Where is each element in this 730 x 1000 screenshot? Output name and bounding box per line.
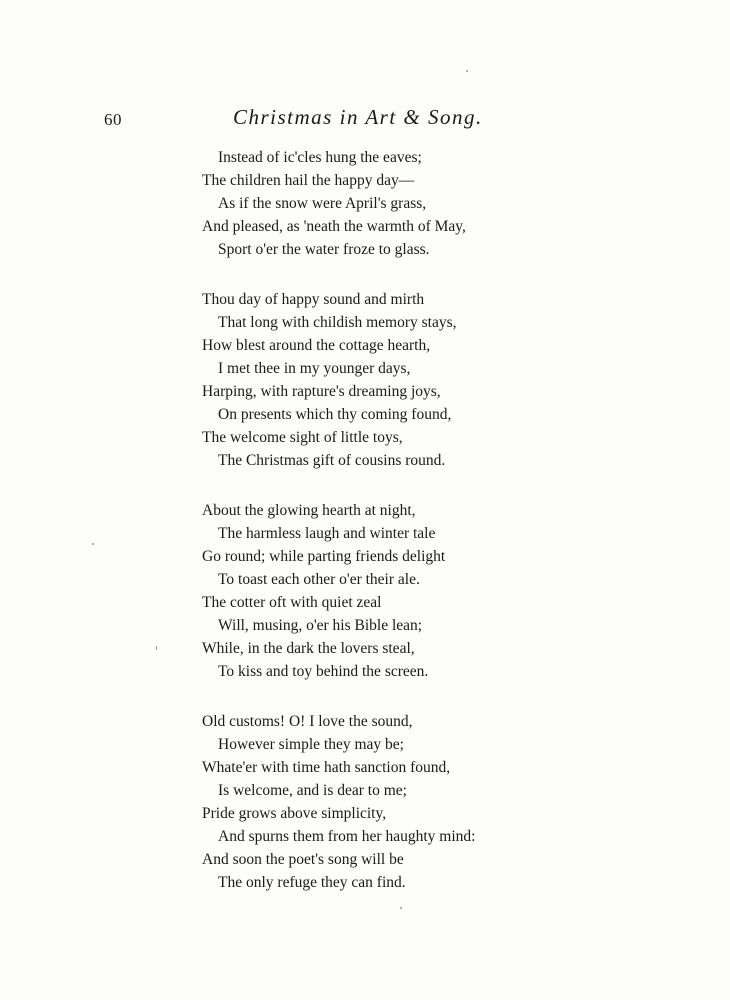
paper-speck: [156, 646, 157, 650]
poem-line: To toast each other o'er their ale.: [218, 571, 420, 588]
poem-line: Whate'er with time hath sanction found,: [202, 759, 451, 776]
running-head: Christmas in Art & Song.: [233, 105, 483, 129]
stanza-4: [202, 710, 532, 894]
poem-line: Go round; while parting friends delight: [202, 548, 446, 565]
poem-line: And pleased, as 'neath the warmth of May,: [202, 218, 466, 235]
poem-line: To kiss and toy behind the screen.: [218, 663, 429, 680]
poem-line: The only refuge they can find.: [218, 874, 406, 891]
paper-speck: [92, 543, 94, 545]
poem-line: Sport o'er the water froze to glass.: [218, 241, 430, 258]
poem-line: The Christmas gift of cousins round.: [218, 452, 446, 469]
poem-line: The welcome sight of little toys,: [202, 429, 403, 446]
poem-line: And spurns them from her haughty mind:: [218, 828, 476, 845]
poem-line: Thou day of happy sound and mirth: [202, 291, 425, 308]
poem-line: Will, musing, o'er his Bible lean;: [218, 617, 423, 634]
poem-line: While, in the dark the lovers steal,: [202, 640, 415, 657]
paper-speck: [466, 70, 468, 72]
poem-line: And soon the poet's song will be: [202, 851, 404, 868]
poem-line: I met thee in my younger days,: [218, 360, 411, 377]
stanza-3: [202, 499, 532, 683]
poem-line: Old customs! O! I love the sound,: [202, 713, 413, 730]
stanza-1: [202, 146, 532, 261]
poem-line: About the glowing hearth at night,: [202, 502, 416, 519]
poem-line: However simple they may be;: [218, 736, 404, 753]
poem-line: The harmless laugh and winter tale: [218, 525, 436, 542]
poem-line: How blest around the cottage hearth,: [202, 337, 431, 354]
poem-line: The cotter oft with quiet zeal: [202, 594, 382, 611]
poem-line: Pride grows above simplicity,: [202, 805, 387, 822]
poem-line: Is welcome, and is dear to me;: [218, 782, 407, 799]
page-number: 60: [104, 110, 122, 129]
poem-line: That long with childish memory stays,: [218, 314, 457, 331]
poem-line: The children hail the happy day—: [202, 172, 415, 189]
poem: [202, 146, 532, 921]
poem-line: Instead of ic'cles hung the eaves;: [218, 149, 422, 166]
poem-line: On presents which thy coming found,: [218, 406, 452, 423]
stanza-2: [202, 288, 532, 472]
poem-line: As if the snow were April's grass,: [218, 195, 427, 212]
paper-speck: [400, 907, 402, 909]
poem-line: Harping, with rapture's dreaming joys,: [202, 383, 441, 400]
